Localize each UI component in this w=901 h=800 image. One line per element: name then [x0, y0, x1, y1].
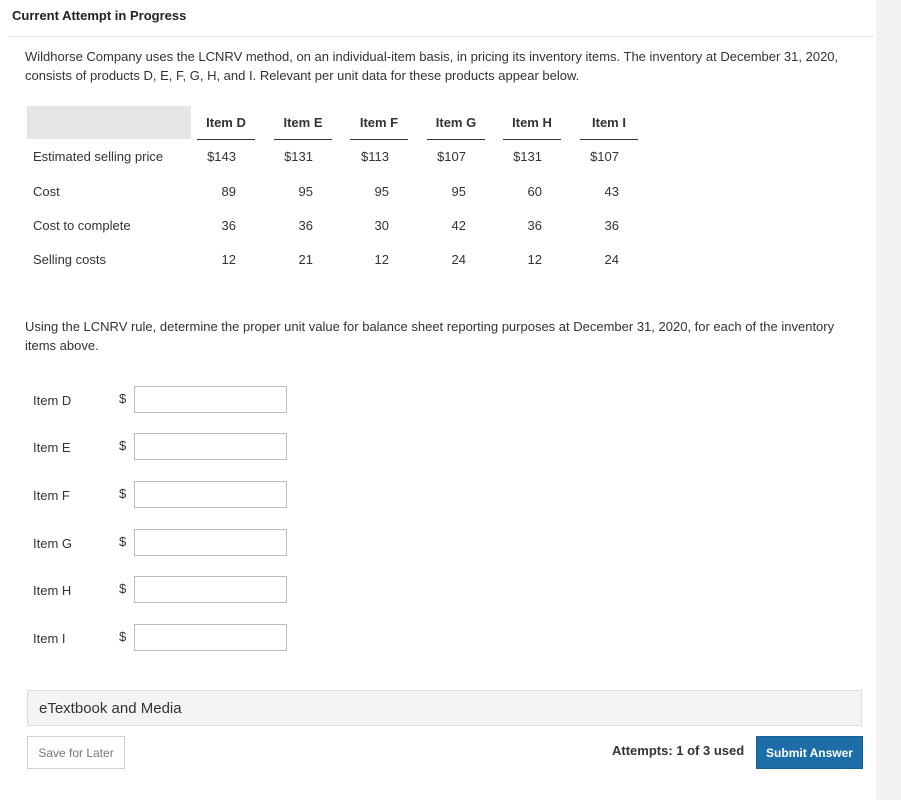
cell-selling-costs-item-e: 21 [298, 252, 313, 267]
row-label-selling-costs: Selling costs [33, 252, 106, 267]
table-header-background [27, 106, 191, 139]
answer-input-item-g[interactable] [134, 529, 287, 556]
dollar-sign: $ [119, 391, 127, 406]
answer-input-item-d[interactable] [134, 386, 287, 413]
answer-label-item-g: Item G [33, 536, 73, 551]
cell-selling-costs-item-h: 12 [527, 252, 542, 267]
row-label-selling-price: Estimated selling price [33, 149, 164, 164]
question-prompt: Using the LCNRV rule, determine the proper unit value for balance sheet reporting purposes at December 31, 2020, for each of the inventory items above. [25, 319, 835, 353]
answer-input-item-f[interactable] [134, 481, 287, 508]
column-header-item-i: Item I [592, 115, 626, 130]
dollar-sign: $ [119, 629, 127, 644]
dollar-sign: $ [119, 438, 127, 453]
cell-selling-price-item-f: $113 [361, 149, 389, 164]
column-underline [274, 139, 332, 140]
answer-input-item-e[interactable] [134, 433, 287, 460]
cell-cost-item-g: 95 [451, 184, 466, 199]
cell-selling-price-item-h: $131 [513, 149, 542, 164]
answer-input-item-h[interactable] [134, 576, 287, 603]
column-underline [427, 139, 485, 140]
column-header-item-e: Item E [283, 115, 323, 130]
cell-selling-price-item-i: $107 [590, 149, 619, 164]
etextbook-media-bar[interactable] [27, 690, 862, 726]
cell-selling-costs-item-g: 24 [451, 252, 466, 267]
cell-cost-item-f: 95 [374, 184, 389, 199]
answer-label-item-d: Item D [33, 393, 72, 408]
column-underline [580, 139, 638, 140]
column-header-item-h: Item H [512, 115, 552, 130]
column-header-item-g: Item G [435, 115, 477, 130]
answer-input-item-i[interactable] [134, 624, 287, 651]
cell-cost-item-d: 89 [221, 184, 236, 199]
answer-label-item-e: Item E [33, 440, 71, 455]
cell-selling-price-item-d: $143 [207, 149, 236, 164]
save-for-later-button[interactable]: Save for Later [27, 736, 125, 769]
cell-cost-to-complete-item-i: 36 [604, 218, 619, 233]
answer-label-item-i: Item I [33, 631, 66, 646]
cell-cost-to-complete-item-e: 36 [298, 218, 313, 233]
cell-cost-item-i: 43 [604, 184, 619, 199]
problem-intro: Wildhorse Company uses the LCNRV method, on an individual-item basis, in pricing its inventory items. The inventory at December 31, 2020, consists of products D, E, F, G, H, and I. Relevant per unit data for these products appear below. [25, 49, 839, 83]
etextbook-media-label: eTextbook and Media [39, 700, 182, 717]
cell-cost-to-complete-item-h: 36 [527, 218, 542, 233]
column-underline [350, 139, 408, 140]
answer-label-item-f: Item F [33, 488, 70, 503]
row-label-cost-to-complete: Cost to complete [33, 218, 131, 233]
attempt-header: Current Attempt in Progress [12, 8, 187, 23]
header-divider [8, 36, 874, 37]
answer-label-item-h: Item H [33, 583, 72, 598]
cell-cost-to-complete-item-d: 36 [221, 218, 236, 233]
column-underline [503, 139, 561, 140]
cell-cost-item-e: 95 [298, 184, 313, 199]
row-label-cost: Cost [33, 184, 60, 199]
cell-cost-item-h: 60 [527, 184, 542, 199]
dollar-sign: $ [119, 486, 127, 501]
dollar-sign: $ [119, 534, 127, 549]
cell-selling-price-item-e: $131 [284, 149, 313, 164]
column-header-item-d: Item D [206, 115, 246, 130]
cell-selling-costs-item-i: 24 [604, 252, 619, 267]
column-header-item-f: Item F [359, 115, 399, 130]
attempts-counter: Attempts: 1 of 3 used [612, 743, 745, 758]
cell-cost-to-complete-item-f: 30 [374, 218, 389, 233]
cell-selling-costs-item-f: 12 [374, 252, 389, 267]
cell-selling-price-item-g: $107 [437, 149, 466, 164]
cell-selling-costs-item-d: 12 [221, 252, 236, 267]
cell-cost-to-complete-item-g: 42 [451, 218, 466, 233]
dollar-sign: $ [119, 581, 127, 596]
submit-answer-button[interactable]: Submit Answer [756, 736, 863, 769]
column-underline [197, 139, 255, 140]
